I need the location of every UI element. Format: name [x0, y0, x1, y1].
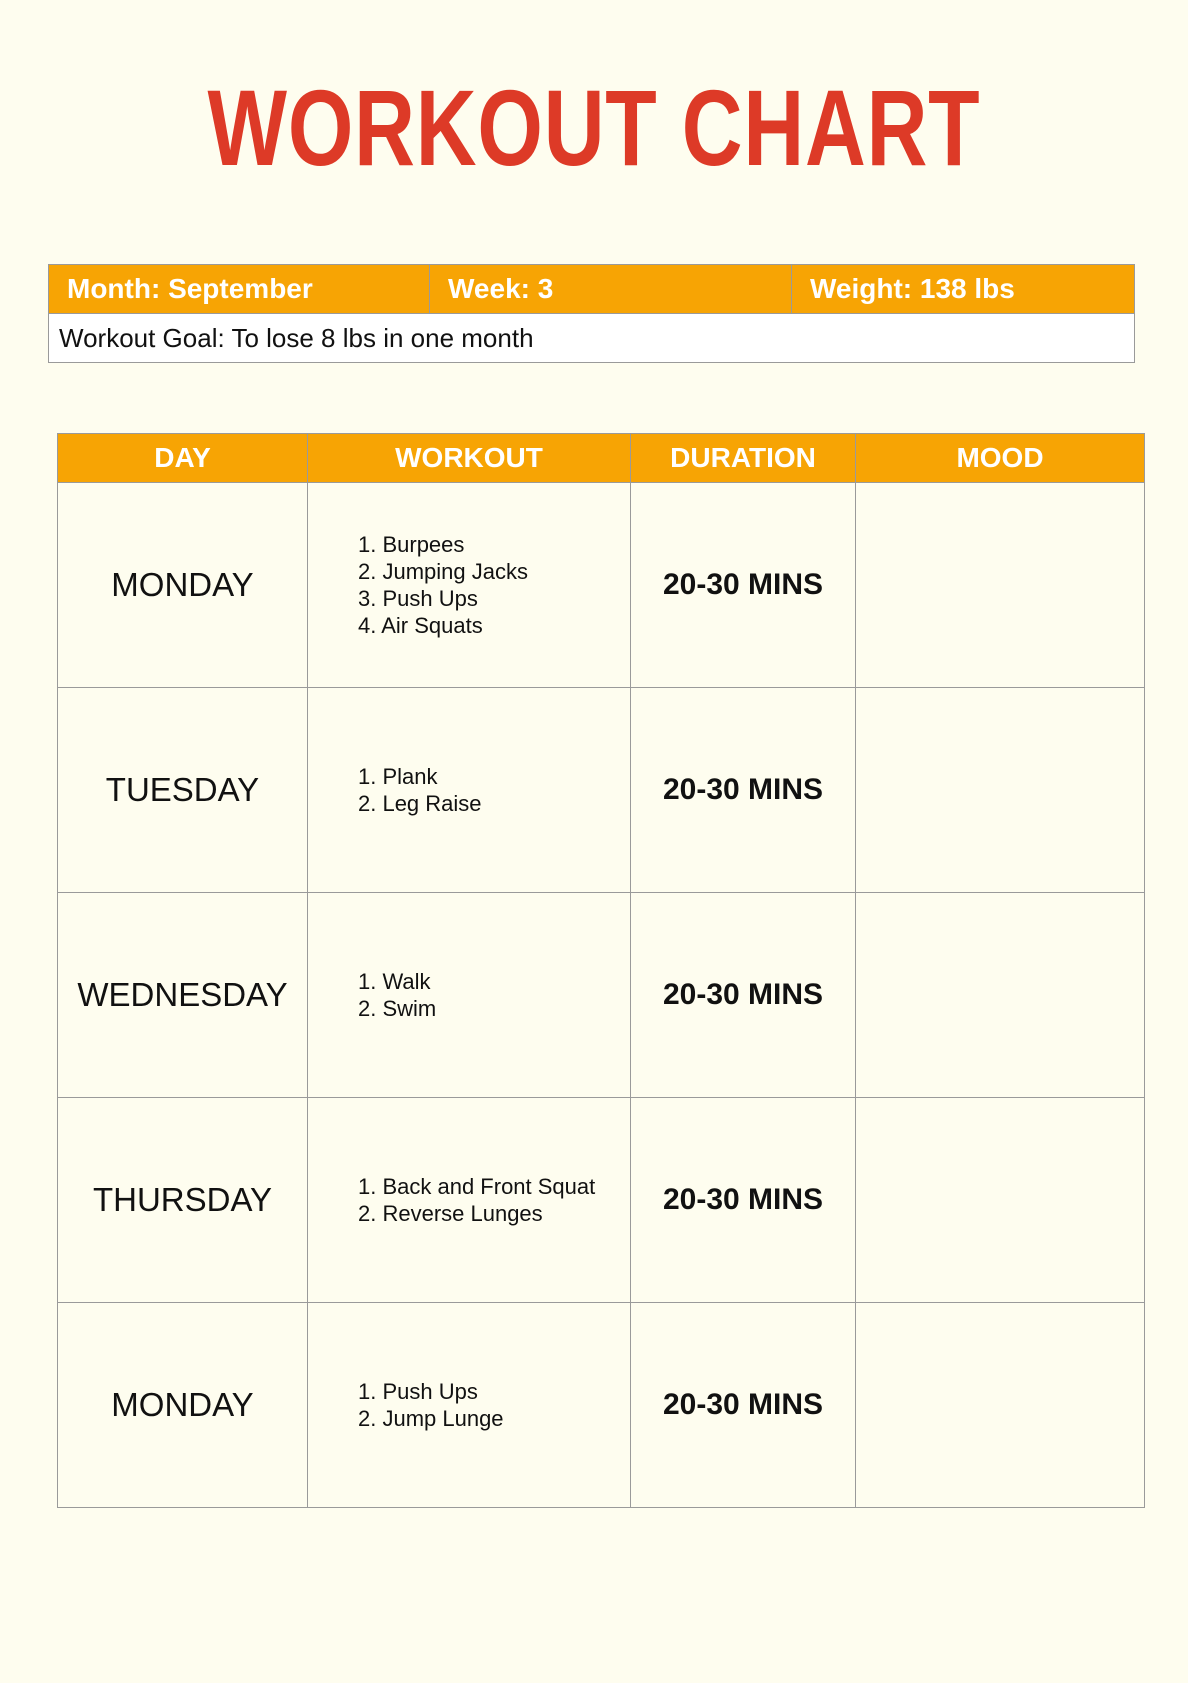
- workout-list: [358, 1173, 630, 1227]
- table-row: [58, 1303, 1145, 1508]
- workout-item: 1. Plank: [358, 764, 438, 789]
- info-table: [48, 264, 1135, 363]
- column-header-day: DAY: [58, 434, 308, 483]
- duration-cell: 20-30 MINS: [631, 483, 856, 688]
- day-cell: MONDAY: [58, 483, 308, 688]
- workout-cell: [308, 1098, 631, 1303]
- info-header-row: [49, 265, 1135, 314]
- workout-cell: [308, 893, 631, 1098]
- workout-item: 1. Back and Front Squat: [358, 1174, 596, 1199]
- column-header-workout: WORKOUT: [308, 434, 631, 483]
- day-cell: WEDNESDAY: [58, 893, 308, 1098]
- day-cell: MONDAY: [58, 1303, 308, 1508]
- workout-item: 4. Air Squats: [358, 613, 483, 638]
- workout-list: [358, 763, 630, 817]
- mood-cell[interactable]: [856, 688, 1145, 893]
- table-row: [58, 893, 1145, 1098]
- duration-cell: 20-30 MINS: [631, 688, 856, 893]
- workout-list: [358, 968, 630, 1022]
- workout-table: [57, 433, 1145, 1508]
- duration-cell: 20-30 MINS: [631, 1098, 856, 1303]
- workout-item: 1. Walk: [358, 969, 431, 994]
- duration-cell: 20-30 MINS: [631, 893, 856, 1098]
- week-cell: Week: 3: [430, 265, 792, 314]
- month-cell: Month: September: [49, 265, 430, 314]
- mood-cell[interactable]: [856, 483, 1145, 688]
- table-row: [58, 483, 1145, 688]
- column-header-mood: MOOD: [856, 434, 1145, 483]
- workout-item: 3. Push Ups: [358, 586, 478, 611]
- workout-item: 2. Swim: [358, 996, 437, 1021]
- workout-item: 2. Reverse Lunges: [358, 1201, 543, 1226]
- day-cell: TUESDAY: [58, 688, 308, 893]
- day-cell: THURSDAY: [58, 1098, 308, 1303]
- table-header-row: [58, 434, 1145, 483]
- workout-list: [358, 1378, 630, 1432]
- workout-item: 2. Jump Lunge: [358, 1406, 504, 1431]
- table-row: [58, 688, 1145, 893]
- page-title: WORKOUT CHART: [207, 67, 981, 188]
- workout-list: [358, 531, 630, 639]
- workout-cell: [308, 688, 631, 893]
- workout-cell: [308, 483, 631, 688]
- workout-item: 1. Push Ups: [358, 1379, 478, 1404]
- mood-cell[interactable]: [856, 893, 1145, 1098]
- duration-cell: 20-30 MINS: [631, 1303, 856, 1508]
- workout-item: 2. Jumping Jacks: [358, 559, 528, 584]
- workout-cell: [308, 1303, 631, 1508]
- workout-item: 2. Leg Raise: [358, 791, 482, 816]
- mood-cell[interactable]: [856, 1303, 1145, 1508]
- workout-item: 1. Burpees: [358, 532, 465, 557]
- table-row: [58, 1098, 1145, 1303]
- workout-goal: Workout Goal: To lose 8 lbs in one month: [49, 314, 1135, 363]
- goal-row: [49, 314, 1135, 363]
- mood-cell[interactable]: [856, 1098, 1145, 1303]
- weight-cell: Weight: 138 lbs: [792, 265, 1135, 314]
- column-header-duration: DURATION: [631, 434, 856, 483]
